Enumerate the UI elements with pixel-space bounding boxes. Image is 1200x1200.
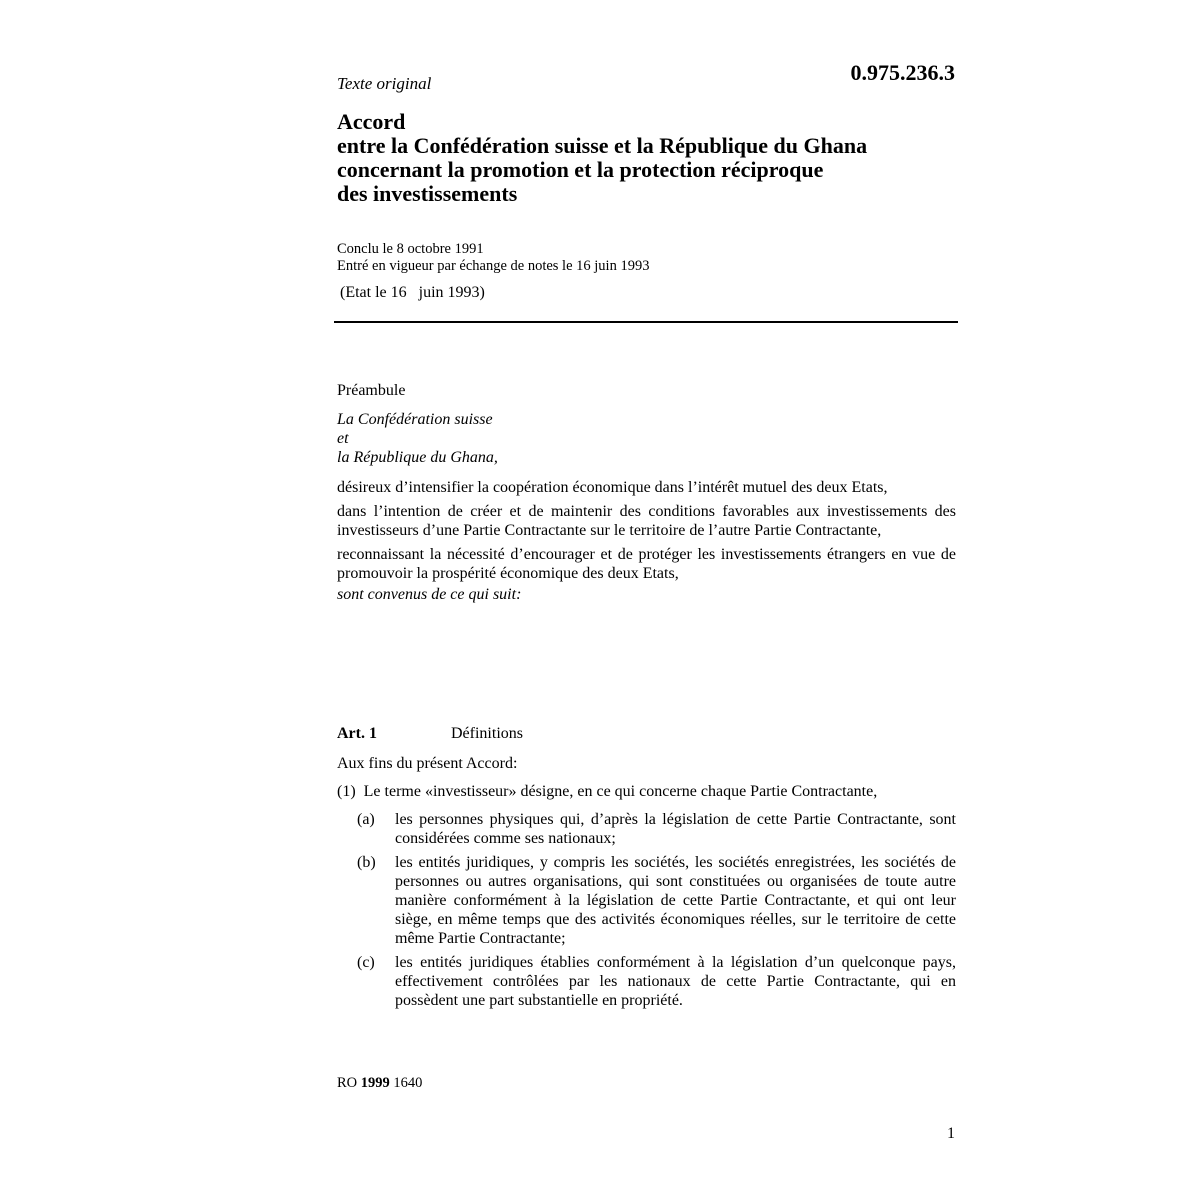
- list-item: [357, 853, 956, 948]
- party-name: La Confédération suisse: [337, 411, 493, 428]
- ro-page: 1640: [393, 1075, 423, 1091]
- article-intro-text: Aux fins du présent Accord:: [337, 755, 518, 772]
- recital-paragraph: reconnaissant la nécessité d’encourager et de protéger les investissements étrangers en vue de promouvoir la prospérité économique des deux Etats,: [337, 546, 956, 582]
- ro-reference: [337, 1075, 422, 1092]
- state-date: (Etat le 16 juin 1993): [340, 284, 485, 301]
- document-title: [337, 110, 956, 206]
- party-name: la République du Ghana,: [337, 449, 498, 466]
- preamble-recitals: [337, 478, 956, 609]
- document-meta: [337, 241, 956, 275]
- recital-paragraph: dans l’intention de créer et de maintenir des conditions favorables aux investissements des investisseurs d’une Partie Contractante sur le territoire de l’autre Partie Contractante,: [337, 503, 956, 539]
- ro-prefix: RO: [337, 1075, 358, 1091]
- original-text-label: Texte original: [337, 74, 432, 93]
- page-number: 1: [947, 1125, 955, 1142]
- list-item: [357, 953, 956, 1010]
- preamble-heading: Préambule: [337, 382, 406, 399]
- sr-number: 0.975.236.3: [850, 60, 955, 85]
- item-label: (c): [357, 954, 375, 971]
- party-conjunction: et: [337, 430, 349, 447]
- entry-into-force: Entré en vigueur par échange de notes le 16 juin 1993: [337, 258, 650, 274]
- title-line: entre la Confédération suisse et la République du Ghana: [337, 133, 868, 158]
- item-text: les entités juridiques, y compris les sociétés, les sociétés enregistrées, les sociétés de personnes ou autres organisations, qui sont constituées ou organisées de toute autre manière conformément à la législation de cette Partie Contractante, et qui ont leur siège, en même temps que des activités économiques réelles, sur le territoire de cette même Partie Contractante;: [395, 854, 956, 947]
- item-label: (b): [357, 854, 376, 871]
- recital-paragraph: désireux d’intensifier la coopération économique dans l’intérêt mutuel des deux Etats,: [337, 479, 888, 496]
- item-label: (a): [357, 811, 375, 828]
- definition-list: [357, 810, 956, 1015]
- ro-year: 1999: [360, 1075, 390, 1091]
- list-item: [357, 810, 956, 848]
- article-title: Définitions: [451, 725, 523, 742]
- concluded-date: Conclu le 8 octobre 1991: [337, 241, 484, 257]
- preamble: [337, 381, 956, 477]
- preamble-closing: sont convenus de ce qui suit:: [337, 586, 522, 603]
- header-rule: [334, 321, 958, 323]
- clause-1: (1) Le terme «investisseur» désigne, en ce qui concerne chaque Partie Contractante,: [337, 783, 878, 800]
- article-number: Art. 1: [337, 725, 377, 742]
- item-text: les personnes physiques qui, d’après la législation de cette Partie Contractante, sont considérées comme ses nationaux;: [395, 811, 956, 847]
- article-intro: [337, 754, 956, 806]
- item-text: les entités juridiques établies conformément à la législation d’un quelconque pays, effectivement contrôlées par les nationaux de cette Partie Contractante, qui en possèdent une part substantielle en propriété.: [395, 954, 956, 1009]
- title-line: des investissements: [337, 181, 518, 206]
- title-line: Accord: [337, 109, 406, 134]
- title-line: concernant la promotion et la protection réciproque: [337, 157, 824, 182]
